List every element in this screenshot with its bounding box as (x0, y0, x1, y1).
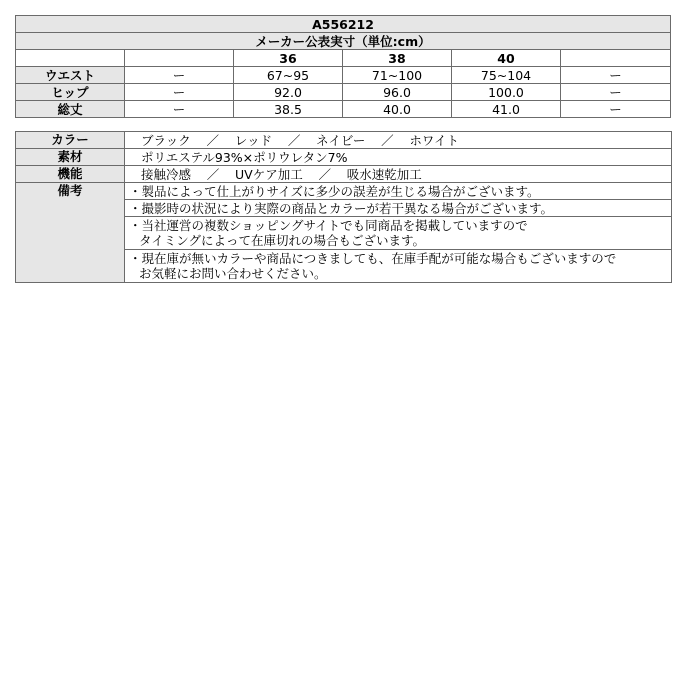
material-value: ポリエステル93%×ポリウレタン7% (125, 149, 672, 166)
color-item: レッド (234, 132, 273, 148)
spec-table (15, 131, 672, 283)
size-cell: ー (125, 101, 234, 118)
color-item: ネイビー (316, 132, 366, 148)
function-label: 機能 (16, 166, 125, 183)
size-cell: ー (561, 84, 671, 101)
separator: ／ (381, 132, 394, 148)
color-item: ブラック (141, 132, 191, 148)
note-text-cont: お気軽にお問い合わせください。 (139, 266, 327, 281)
size-header-38: 38 (343, 50, 452, 67)
size-cell: 71~100 (343, 67, 452, 84)
material-label: 素材 (16, 149, 125, 166)
separator: ／ (206, 166, 220, 182)
spec-row-color (16, 132, 672, 149)
size-cell: ー (561, 101, 671, 118)
size-cell: ー (125, 67, 234, 84)
note-line (125, 217, 672, 250)
function-item: UVケア加工 (235, 166, 303, 182)
separator: ／ (287, 132, 301, 148)
size-row-length (16, 101, 671, 118)
row-label: ウエスト (16, 67, 125, 84)
size-cell: 100.0 (452, 84, 561, 101)
note-text: ・製品によって仕上がりサイズに多少の誤差が生じる場合がございます。 (129, 183, 540, 199)
notes-label: 備考 (16, 183, 125, 283)
size-header-36: 36 (234, 50, 343, 67)
size-header-empty (125, 50, 234, 67)
size-cell: ー (125, 84, 234, 101)
note-line (125, 183, 672, 200)
row-label: 総丈 (16, 101, 125, 118)
separator: ／ (206, 132, 220, 148)
separator: ／ (318, 166, 331, 182)
size-cell: ー (561, 67, 671, 84)
color-item: ホワイト (409, 132, 460, 148)
size-table-subtitle: メーカー公表実寸（単位:cm） (16, 33, 671, 50)
row-label: ヒップ (16, 84, 125, 101)
size-cell: 41.0 (452, 101, 561, 118)
size-header-40: 40 (452, 50, 561, 67)
size-cell: 67~95 (234, 67, 343, 84)
note-text: ・当社運営の複数ショッピングサイトでも同商品を掲載していますので (129, 218, 528, 233)
spec-row-function (16, 166, 672, 183)
color-values (125, 132, 672, 149)
note-line (125, 250, 672, 283)
function-item: 接触冷感 (141, 166, 192, 182)
size-cell: 96.0 (343, 84, 452, 101)
color-label: カラー (16, 132, 125, 149)
size-cell: 92.0 (234, 84, 343, 101)
note-text: ・現在庫が無いカラーや商品につきましても、在庫手配が可能な場合もございますので (129, 251, 617, 266)
size-header-empty (16, 50, 125, 67)
note-line (125, 200, 672, 217)
spec-row-notes (16, 183, 672, 200)
size-cell: 75~104 (452, 67, 561, 84)
size-row-hip (16, 84, 671, 101)
size-header-empty (561, 50, 671, 67)
spec-row-material (16, 149, 672, 166)
size-cell: 40.0 (343, 101, 452, 118)
product-code: A556212 (16, 16, 671, 33)
size-table (15, 15, 671, 118)
note-text-cont: タイミングによって在庫切れの場合もございます。 (139, 233, 426, 248)
function-item: 吸水速乾加工 (346, 166, 422, 182)
note-text: ・撮影時の状況により実際の商品とカラーが若干異なる場合がございます。 (129, 200, 554, 216)
size-row-waist (16, 67, 671, 84)
function-values (125, 166, 672, 183)
size-cell: 38.5 (234, 101, 343, 118)
